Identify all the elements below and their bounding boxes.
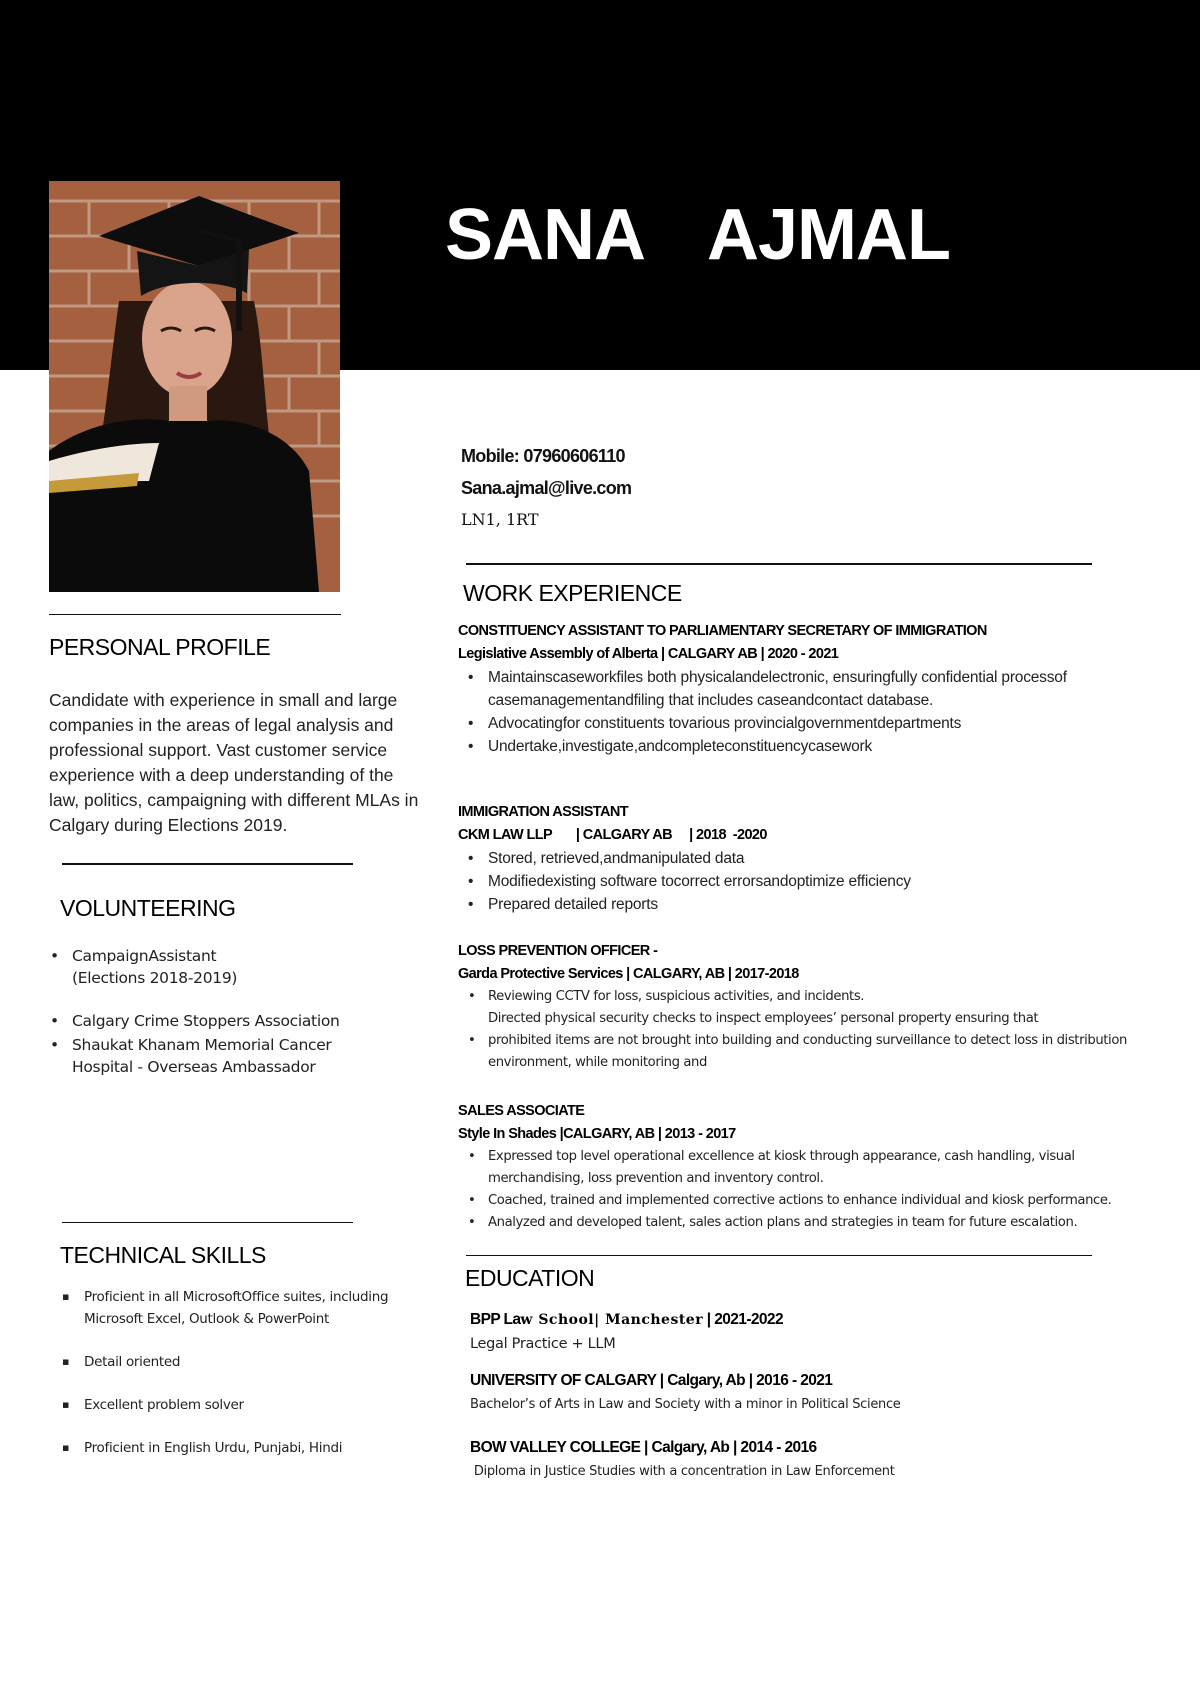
- job-bullets: [458, 847, 1138, 916]
- candidate-name: [445, 190, 1085, 280]
- contact-block: [461, 440, 631, 536]
- work-title: WORK EXPERIENCE: [463, 580, 682, 606]
- volunteering-title: VOLUNTEERING: [60, 895, 236, 921]
- job-bullet: • Prepared detailed reports: [458, 893, 1138, 916]
- email-address[interactable]: Sana.ajmal@live.com: [461, 478, 632, 498]
- education-entry: [470, 1436, 1150, 1484]
- first-name: SANA: [445, 195, 646, 275]
- skill-item: ▪ Proficient in all MicrosoftOffice suites, including Microsoft Excel, Outlook & PowerPoint: [60, 1286, 420, 1330]
- volunteering-list: [48, 945, 418, 1078]
- job-title: SALES ASSOCIATE: [458, 1103, 585, 1119]
- postcode: LN1, 1RT: [461, 510, 539, 529]
- profile-divider: [49, 614, 341, 615]
- volunteering-divider: [62, 863, 353, 865]
- mobile-number: Mobile: 07960606110: [461, 446, 625, 466]
- skills-list: [60, 1286, 420, 1480]
- skill-item: ▪ Excellent problem solver: [60, 1394, 420, 1416]
- skill-item: ▪ Proficient in English Urdu, Punjabi, Hindi: [60, 1437, 420, 1459]
- volunteering-item: • Calgary Crime Stoppers Association: [48, 1010, 418, 1032]
- job-bullet: • Undertake,investigate,andcompleteconstituencycasework: [458, 735, 1138, 758]
- graduate-portrait-image: [49, 181, 340, 592]
- last-name: AJMAL: [707, 195, 951, 275]
- job-bullet: • Modifiedexisting software tocorrect errorsandoptimize efficiency: [458, 870, 1138, 893]
- volunteering-item: • Shaukat Khanam Memorial Cancer Hospital - Overseas Ambassador: [48, 1034, 418, 1078]
- profile-photo: [49, 181, 340, 592]
- job-bullet: • prohibited items are not brought into building and conducting surveillance to detect loss in distribution environment, while monitoring and: [458, 1030, 1138, 1074]
- job-title: IMMIGRATION ASSISTANT: [458, 804, 628, 820]
- job-bullet: • Advocatingfor constituents tovarious provincialgovernmentdepartments: [458, 712, 1138, 735]
- job-bullets: [458, 1146, 1138, 1234]
- job-bullets: [458, 986, 1138, 1074]
- education-entry: [470, 1369, 1150, 1417]
- job-bullet: • Coached, trained and implemented corrective actions to enhance individual and kiosk performance.: [458, 1190, 1138, 1212]
- education-degree: Legal Practice + LLM: [470, 1336, 616, 1352]
- education-degree: Bachelor’s of Arts in Law and Society with a minor in Political Science: [470, 1397, 901, 1412]
- job-bullet: • Expressed top level operational excellence at kiosk through appearance, cash handling, visual merchandising, loss prevention and inventory control.: [458, 1146, 1138, 1190]
- job-company: Style In Shades |CALGARY, AB | 2013 - 2017: [458, 1126, 736, 1142]
- job-company: Legislative Assembly of Alberta | CALGARY AB | 2020 - 2021: [458, 646, 839, 662]
- job-bullet: • Analyzed and developed talent, sales action plans and strategies in team for future escalation.: [458, 1212, 1138, 1234]
- job-title: LOSS PREVENTION OFFICER -: [458, 943, 658, 959]
- job-bullet: • Maintainscaseworkfiles both physicalandelectronic, ensuringfully confidential processof casemanagementandfiling that includes caseandcontact database.: [458, 666, 1138, 712]
- job-entry: [458, 1100, 1138, 1234]
- job-company: CKM LAW LLP | CALGARY AB | 2018 -2020: [458, 827, 767, 843]
- skills-divider: [62, 1222, 353, 1223]
- profile-text: Candidate with experience in small and large companies in the areas of legal analysis and professional support. Vast customer service experience with a deep understanding of the law, politics, campaigning with different MLAs in Calgary during Elections 2019.: [49, 690, 419, 835]
- profile-title: PERSONAL PROFILE: [49, 634, 271, 660]
- education-degree: Diploma in Justice Studies with a concentration in Law Enforcement: [470, 1464, 895, 1479]
- job-title: CONSTITUENCY ASSISTANT TO PARLIAMENTARY SECRETARY OF IMMIGRATION: [458, 623, 987, 639]
- education-school: BOW VALLEY COLLEGE | Calgary, Ab | 2014 - 2016: [470, 1439, 817, 1456]
- education-school: UNIVERSITY OF CALGARY | Calgary, Ab | 2016 - 2021: [470, 1372, 833, 1389]
- job-bullet: Directed physical security checks to inspect employees’ personal property ensuring that: [488, 1011, 1039, 1026]
- job-entry: [458, 940, 1138, 1074]
- skill-item: ▪ Detail oriented: [60, 1351, 420, 1373]
- volunteering-item: • CampaignAssistant (Elections 2018-2019): [48, 945, 418, 989]
- work-divider: [466, 563, 1092, 565]
- job-entry: [458, 801, 1138, 916]
- education-entry: [470, 1308, 1150, 1356]
- job-bullet: • Reviewing CCTV for loss, suspicious activities, and incidents.: [458, 986, 1138, 1008]
- job-bullet: • Stored, retrieved,andmanipulated data: [458, 847, 1138, 870]
- job-entry: [458, 620, 1138, 758]
- education-title: EDUCATION: [465, 1265, 595, 1291]
- job-bullets: [458, 666, 1138, 758]
- skills-title: TECHNICAL SKILLS: [60, 1242, 266, 1268]
- education-divider: [466, 1255, 1092, 1256]
- job-company: Garda Protective Services | CALGARY, AB | 2017-2018: [458, 966, 799, 982]
- education-school: BPP Law School| Manchester | 2021-2022: [470, 1311, 783, 1328]
